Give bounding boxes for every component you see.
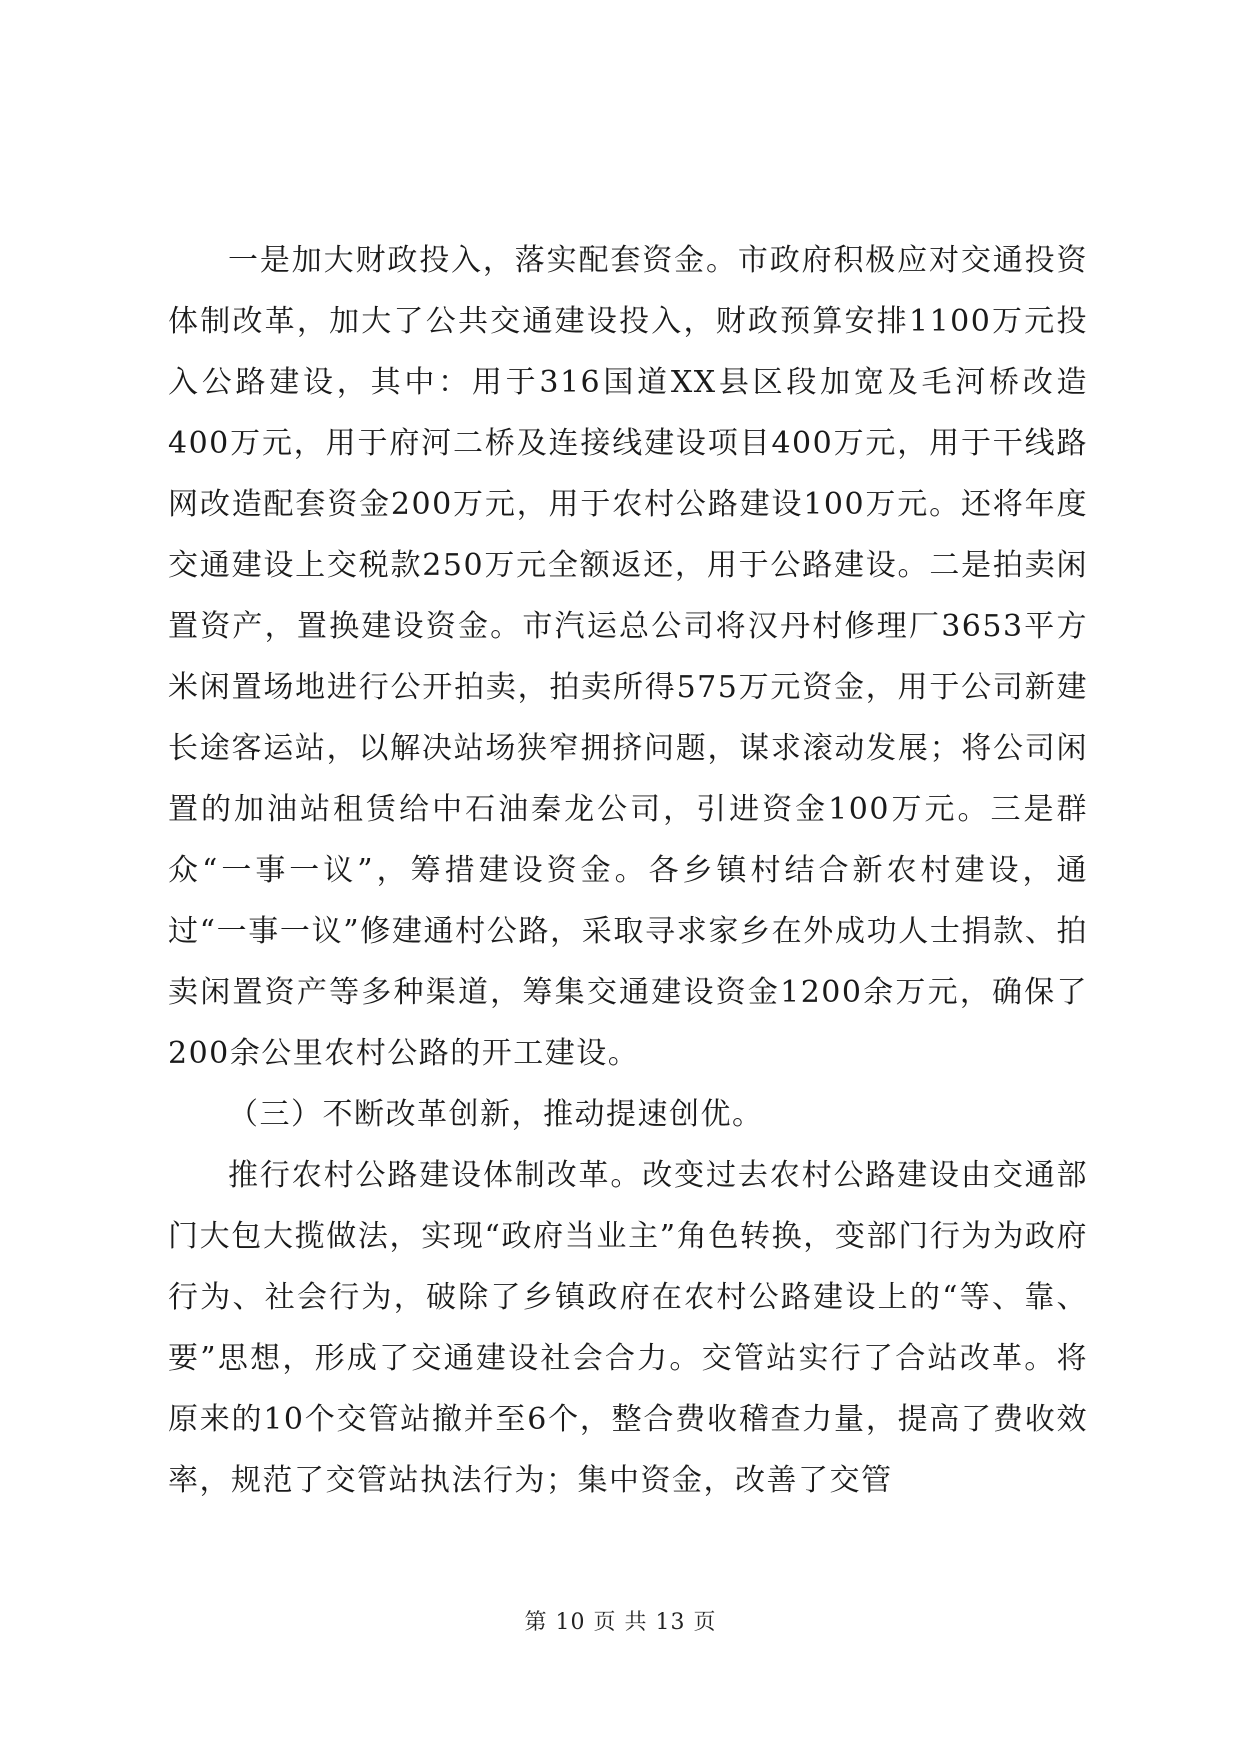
page-footer xyxy=(0,1605,1241,1636)
paragraph-reform: 推行农村公路建设体制改革。改变过去农村公路建设由交通部门大包大揽做法，实现“政府当业主”角色转换，变部门行为为政府行为、社会行为，破除了乡镇政府在农村公路建设上的“等、靠、要”思想，形成了交通建设社会合力。交管站实行了合站改革。将原来的10个交管站撤并至6个，整合费收稽查力量，提高了费收效率，规范了交管站执法行为；集中资金，改善了交管 xyxy=(168,1158,1088,1498)
document-body xyxy=(168,230,1088,1511)
section-heading-reform: （三）不断改革创新，推动提速创优。 xyxy=(228,1097,764,1132)
page-number-label: 第 10 页 共 13 页 xyxy=(524,1610,717,1635)
paragraph-funding: 一是加大财政投入，落实配套资金。市政府积极应对交通投资体制改革，加大了公共交通建设投入，财政预算安排1100万元投入公路建设，其中：用于316国道XX县区段加宽及毛河桥改造400万元，用于府河二桥及连接线建设项目400万元，用于干线路网改造配套资金200万元，用于农村公路建设100万元。还将年度交通建设上交税款250万元全额返还，用于公路建设。二是拍卖闲置资产，置换建设资金。市汽运总公司将汉丹村修理厂3653平方米闲置场地进行公开拍卖，拍卖所得575万元资金，用于公司新建长途客运站，以解决站场狭窄拥挤问题，谋求滚动发展；将公司闲置的加油站租赁给中石油秦龙公司，引进资金100万元。三是群众“一事一议”，筹措建设资金。各乡镇村结合新农村建设，通过“一事一议”修建通村公路，采取寻求家乡在外成功人士捐款、拍卖闲置资产等多种渠道，筹集交通建设资金1200余万元，确保了200余公里农村公路的开工建设。 xyxy=(168,243,1088,1071)
